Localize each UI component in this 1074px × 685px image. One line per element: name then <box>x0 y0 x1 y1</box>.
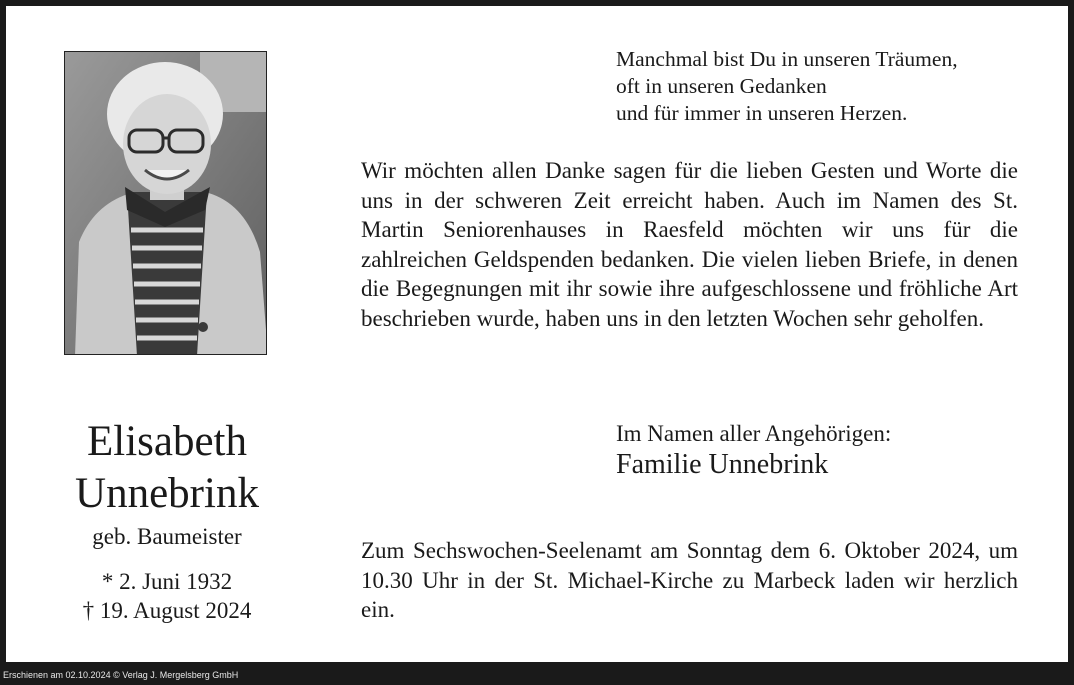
family-intro: Im Namen aller Angehörigen: <box>616 421 892 446</box>
memorial-poem <box>616 46 1046 127</box>
birth-date: * 2. Juni 1932 <box>101 569 233 594</box>
obituary-card <box>6 6 1068 662</box>
poem-line: oft in unseren Gedanken <box>616 74 827 98</box>
first-name: Elisabeth <box>86 418 247 465</box>
maiden-name: geb. Baumeister <box>92 524 242 549</box>
family-name: Familie Unnebrink <box>616 449 829 480</box>
service-announcement: Zum Sechswochen-Seelenamt am Sonntag dem 6. Oktober 2024, um 10.30 Uhr in der St. Michael-Kirche zu Marbeck laden wir herzlich ein. <box>361 538 1018 622</box>
poem-line: Manchmal bist Du in unseren Träumen, <box>616 47 958 71</box>
deceased-info <box>36 416 298 625</box>
poem-line: und für immer in unseren Herzen. <box>616 101 908 125</box>
family-signature <box>616 419 1056 482</box>
life-dates <box>36 567 298 625</box>
portrait-photo <box>64 51 267 355</box>
death-date: † 19. August 2024 <box>82 598 252 623</box>
publication-footer: Erschienen am 02.10.2024 © Verlag J. Mergelsberg GmbH <box>3 670 239 680</box>
last-name: Unnebrink <box>75 470 259 517</box>
thanks-paragraph: Wir möchten allen Danke sagen für die lieben Gesten und Worte die uns in der schweren Zeit erreicht haben. Auch im Namen des St. Martin Seniorenhauses in Raesfeld möchten wir uns für die zahlreichen Geldspenden bedanken. Die vielen lieben Briefe, in denen die Begegnungen mit ihr sowie ihre aufgeschlossene und fröhliche Art beschrieben wurde, haben uns in den letzten Wochen sehr geholfen. <box>361 158 1018 331</box>
